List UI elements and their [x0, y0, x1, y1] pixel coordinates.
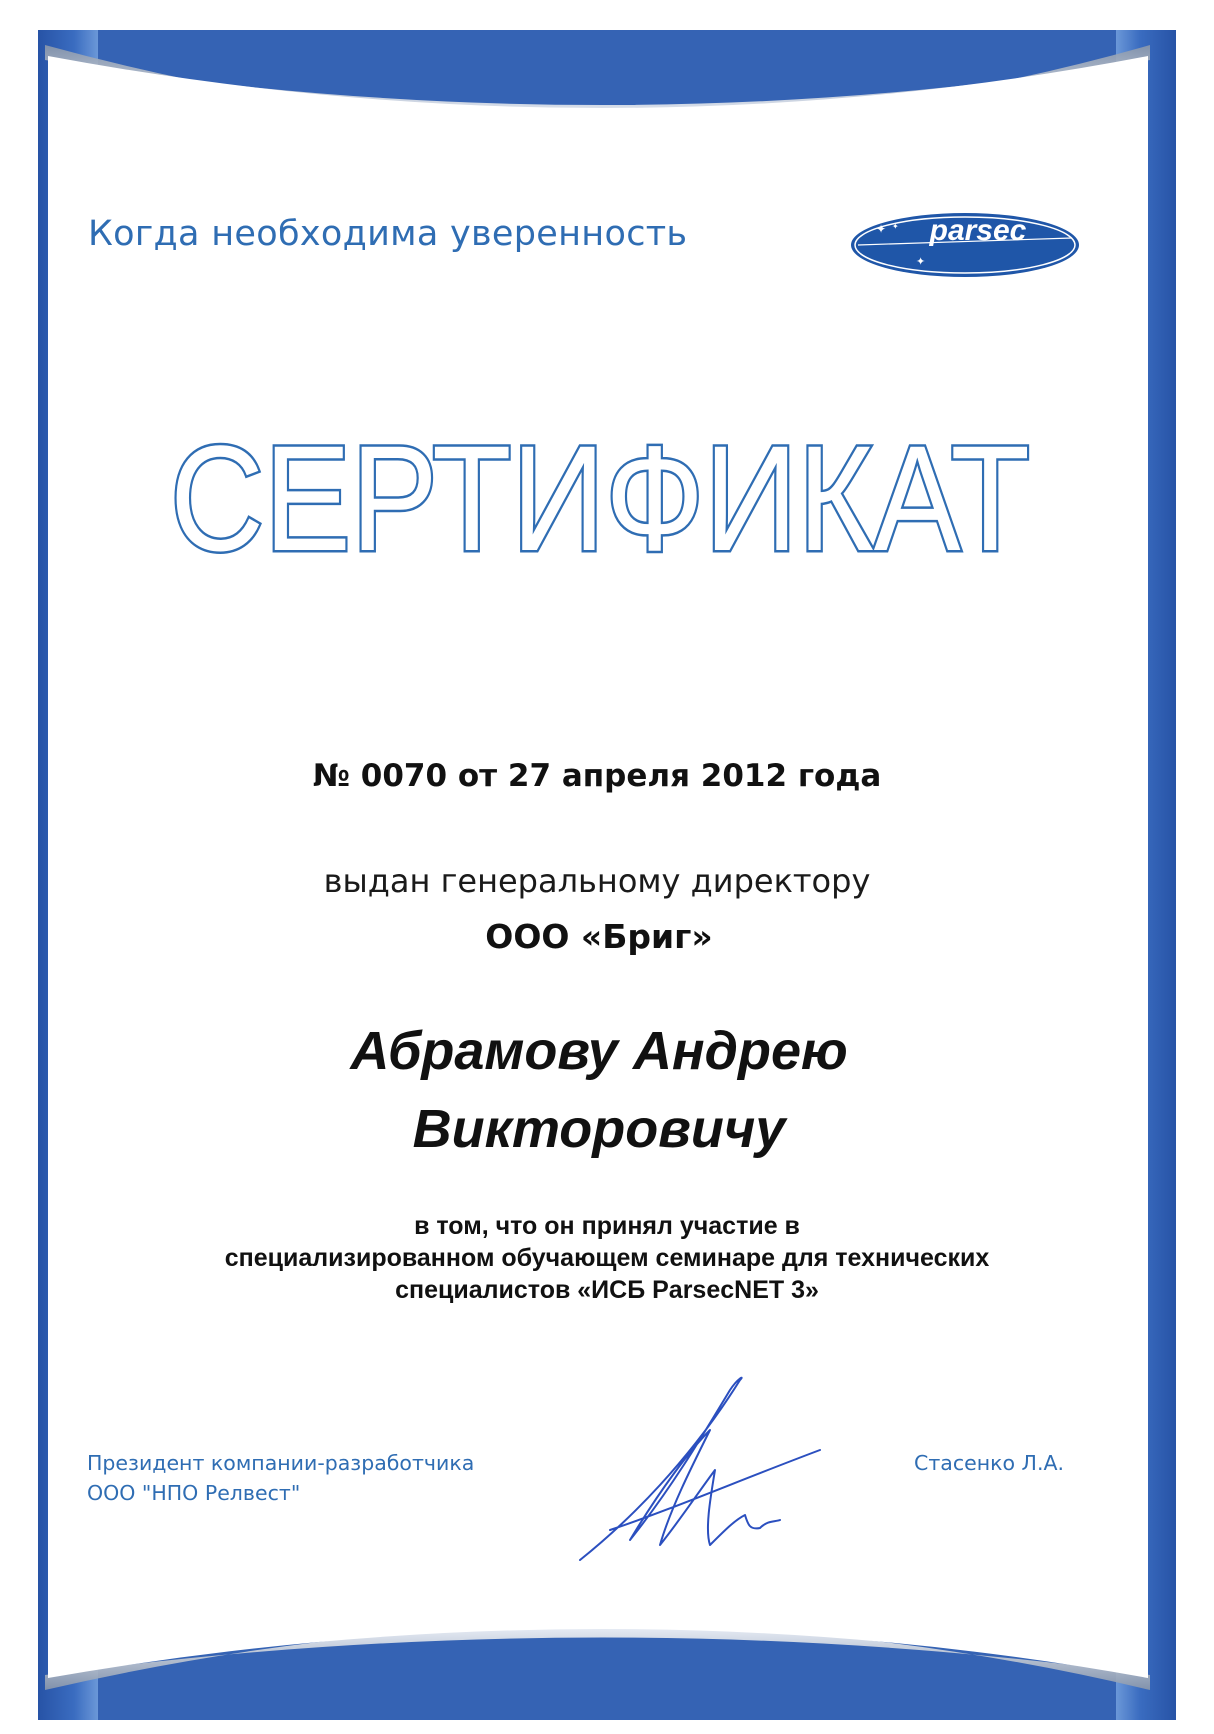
- logo-text: parsec: [929, 214, 1027, 247]
- signatory-name: Стасенко Л.А.: [914, 1451, 1065, 1475]
- description-line: в том, что он принял участие в: [414, 1212, 800, 1240]
- position-line: ООО "НПО Релвест": [87, 1481, 301, 1505]
- star-icon: ✦: [892, 222, 899, 231]
- description-line: специалистов «ИСБ ParsecNET 3»: [395, 1276, 819, 1304]
- recipient-name-line2: Викторовичу: [412, 1099, 786, 1159]
- issued-to: выдан генеральному директору: [323, 862, 871, 900]
- parsec-logo: [850, 210, 1080, 280]
- position-line: Президент компании-разработчика: [87, 1451, 475, 1475]
- star-icon: ✦: [916, 255, 926, 268]
- company-name: ООО «Бриг»: [485, 917, 713, 956]
- certificate-title: [160, 414, 1040, 582]
- recipient-name-line1: Абрамову Андрею: [350, 1021, 848, 1081]
- title-text: СЕРТИФИКАТ: [170, 414, 1030, 582]
- description-line: специализированном обучающем семинаре для технических: [224, 1244, 990, 1272]
- signatory-position: [87, 1448, 474, 1508]
- signature: [570, 1370, 830, 1570]
- star-icon: ✦: [876, 222, 887, 236]
- certificate-number: № 0070 от 27 апреля 2012 года: [312, 758, 882, 794]
- tagline: Когда необходима уверенность: [88, 214, 688, 254]
- certificate-description: [0, 1210, 1214, 1306]
